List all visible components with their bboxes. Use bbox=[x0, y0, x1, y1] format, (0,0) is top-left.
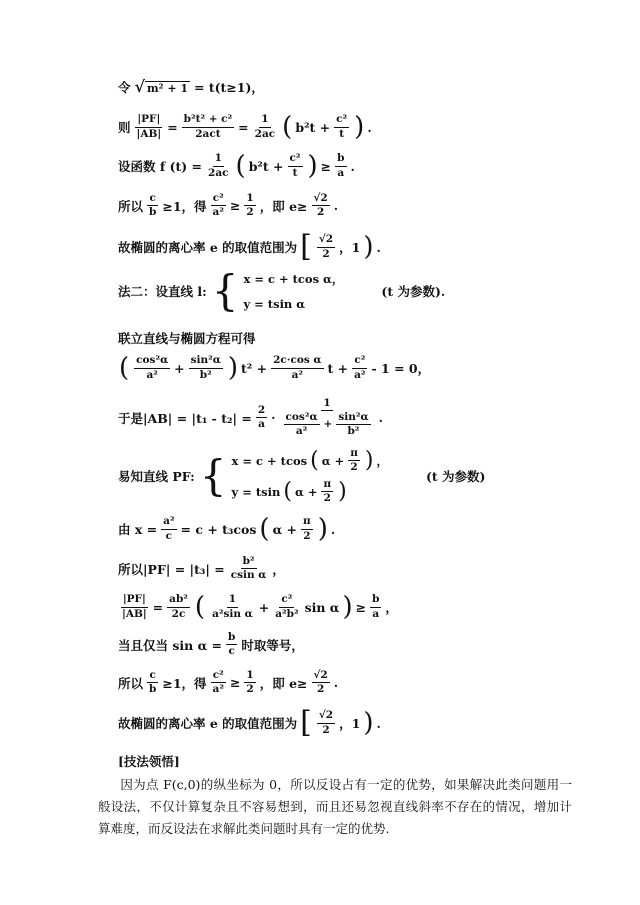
numerator: c² bbox=[288, 153, 303, 166]
numerator: 1 bbox=[259, 114, 270, 127]
denominator: b² bbox=[199, 368, 212, 381]
numerator: √2 bbox=[312, 670, 330, 683]
text: 联立直线与椭圆方程可得 bbox=[118, 331, 256, 346]
numerator: √2 bbox=[317, 234, 335, 247]
numerator: c² bbox=[211, 670, 226, 683]
text: ，即 e≥ bbox=[259, 675, 308, 691]
right-paren: ) bbox=[227, 353, 239, 383]
text: ≥ bbox=[355, 599, 367, 615]
numerator: b bbox=[226, 632, 237, 645]
range-result-1 bbox=[118, 229, 381, 264]
text: 于是|AB| = |t₁ - t₂| = bbox=[118, 410, 252, 426]
text: (t 为参数). bbox=[381, 284, 446, 299]
text: α + bbox=[294, 484, 318, 499]
denominator: b bbox=[149, 683, 157, 696]
numerator: b² bbox=[241, 556, 257, 569]
equation-conclusion-2 bbox=[118, 670, 338, 695]
denominator: 2 bbox=[323, 492, 331, 505]
radicand: m² + 1 bbox=[147, 82, 189, 95]
text: b²t + bbox=[248, 158, 284, 174]
fraction bbox=[135, 114, 164, 139]
equation-system bbox=[232, 448, 388, 504]
right-paren: ) bbox=[364, 447, 374, 473]
fraction bbox=[321, 479, 333, 504]
fraction bbox=[244, 193, 255, 218]
fraction bbox=[352, 355, 367, 380]
text: 则 bbox=[118, 120, 131, 135]
text: 设函数 f (t) = bbox=[118, 159, 203, 174]
denominator bbox=[280, 411, 375, 437]
equation-conclusion-1 bbox=[118, 193, 338, 218]
numerator: b bbox=[335, 153, 346, 166]
denominator: 2 bbox=[303, 529, 311, 542]
equality-condition bbox=[118, 632, 304, 657]
left-paren: ( bbox=[194, 592, 206, 622]
numerator: c² bbox=[279, 594, 294, 607]
text: ， bbox=[376, 453, 389, 468]
system-row bbox=[232, 479, 388, 504]
left-brace: { bbox=[211, 266, 239, 315]
text: y = tsin α bbox=[243, 297, 306, 311]
text: 易知直线 PF: bbox=[118, 469, 195, 485]
section-title: [技法领悟] bbox=[118, 754, 180, 769]
denominator: b² bbox=[347, 425, 360, 438]
denominator: csin α bbox=[230, 569, 267, 582]
denominator: |AB| bbox=[122, 607, 147, 620]
equation-ratio-2 bbox=[118, 594, 398, 620]
text: ≥ bbox=[320, 158, 332, 174]
text: 所以 bbox=[118, 675, 144, 691]
fraction bbox=[120, 594, 149, 619]
numerator: ab² bbox=[167, 594, 190, 607]
text: . bbox=[333, 675, 339, 691]
denominator: 2 bbox=[316, 206, 325, 219]
equation-ratio bbox=[118, 114, 372, 140]
denominator: t bbox=[339, 127, 345, 140]
denominator: a² bbox=[354, 368, 366, 381]
text: 故椭圆的离心率 e 的取值范围为 bbox=[118, 716, 298, 731]
text: + bbox=[323, 418, 333, 431]
text: y = tsin bbox=[231, 484, 281, 499]
text: ，即 e≥ bbox=[259, 198, 308, 214]
fraction bbox=[189, 355, 223, 380]
denominator: 2ac bbox=[208, 166, 229, 179]
text: ， bbox=[272, 561, 285, 577]
text: 由 x = bbox=[118, 522, 158, 537]
right-paren: ) bbox=[317, 514, 328, 544]
denominator: a² bbox=[291, 368, 303, 381]
range-result-2 bbox=[118, 705, 381, 740]
fraction bbox=[348, 448, 360, 473]
numerator: a² bbox=[161, 516, 176, 529]
text: 当且仅当 sin α = bbox=[118, 637, 223, 653]
text: + bbox=[258, 599, 270, 615]
text: 故椭圆的离心率 e 的取值范围为 bbox=[118, 240, 298, 255]
fraction bbox=[211, 193, 226, 218]
numerator: sin²α bbox=[336, 412, 370, 425]
text: 法二：设直线 l: bbox=[118, 284, 207, 299]
system-row bbox=[243, 297, 343, 311]
text: ≥1，得 bbox=[162, 198, 207, 214]
numerator: 1 bbox=[244, 670, 255, 683]
numerator: c² bbox=[352, 355, 367, 368]
text: α + bbox=[321, 453, 345, 468]
denominator: a²b² bbox=[275, 607, 299, 620]
text: . bbox=[376, 715, 381, 731]
denominator: |AB| bbox=[136, 127, 162, 140]
numerator: 1 bbox=[321, 398, 332, 411]
line-pf-param bbox=[118, 448, 485, 504]
text: = bbox=[152, 599, 164, 615]
text: ， bbox=[385, 600, 398, 615]
equation-ab-length bbox=[118, 398, 383, 437]
fraction bbox=[167, 594, 190, 619]
numerator: c bbox=[147, 670, 157, 683]
numerator: √2 bbox=[317, 710, 335, 723]
fraction bbox=[335, 153, 346, 178]
denominator: a² bbox=[146, 368, 158, 381]
fraction bbox=[256, 405, 267, 430]
numerator: 1 bbox=[244, 193, 255, 206]
equation-function bbox=[118, 153, 355, 179]
denominator: a² bbox=[212, 683, 224, 696]
text: . bbox=[350, 158, 355, 174]
paragraph-text: 因为点 F(c,0)的纵坐标为 0，所以反设占有一定的优势，如果解决此类问题用一般设法，不仅计算复杂且不容易想到，而且还易忽视直线斜率不存在的情况，增加计算难度，而反设法在求解此类问题时具有一定的优势. bbox=[98, 777, 572, 836]
left-paren: ( bbox=[235, 151, 246, 181]
denominator: 2 bbox=[246, 683, 254, 696]
denominator: 2 bbox=[316, 683, 325, 696]
left-paren: ( bbox=[283, 478, 292, 504]
fraction bbox=[206, 153, 231, 178]
fraction bbox=[226, 632, 237, 657]
numerator: sin²α bbox=[189, 355, 223, 368]
text: = c + t₃cos bbox=[180, 521, 257, 537]
fraction bbox=[334, 114, 349, 139]
fraction bbox=[161, 516, 176, 541]
method-two-line-param bbox=[118, 266, 446, 315]
denominator: 2 bbox=[246, 206, 254, 219]
denominator: c bbox=[165, 529, 173, 542]
numerator: |PF| bbox=[121, 594, 148, 607]
text: x = c + tcos α， bbox=[243, 272, 344, 286]
right-paren: ) bbox=[338, 478, 347, 504]
denominator: 2 bbox=[350, 461, 358, 474]
numerator: cos²α bbox=[134, 355, 170, 368]
text: . bbox=[376, 239, 381, 255]
equation-system bbox=[243, 271, 343, 311]
text: t² + bbox=[241, 360, 268, 376]
numerator: π bbox=[301, 516, 313, 529]
denominator: b bbox=[149, 206, 157, 219]
denominator: c bbox=[228, 645, 235, 658]
fraction bbox=[134, 355, 170, 380]
denominator: a² bbox=[212, 206, 224, 219]
equation-pf-length bbox=[118, 556, 285, 581]
equation-x-directrix bbox=[118, 516, 335, 542]
fraction bbox=[271, 355, 323, 380]
fraction bbox=[147, 193, 158, 218]
radical-sign: √ bbox=[134, 77, 146, 96]
text: · bbox=[271, 410, 276, 426]
numerator: π bbox=[348, 448, 360, 461]
fraction bbox=[182, 114, 235, 139]
denominator: t bbox=[292, 166, 298, 179]
text: . bbox=[367, 119, 372, 135]
right-paren: ) bbox=[363, 232, 374, 262]
text: (t 为参数) bbox=[426, 469, 486, 485]
numerator: π bbox=[321, 479, 333, 492]
fraction bbox=[273, 594, 300, 619]
text: α + bbox=[272, 521, 298, 537]
system-row bbox=[232, 448, 388, 473]
text: . bbox=[333, 198, 339, 214]
system-row bbox=[243, 271, 343, 287]
denominator: 2 bbox=[322, 723, 330, 736]
fraction bbox=[317, 234, 335, 259]
numerator: c bbox=[147, 193, 157, 206]
text: ≥1，得 bbox=[162, 675, 207, 691]
fraction bbox=[317, 710, 335, 735]
fraction bbox=[229, 556, 269, 581]
denominator: a²sin α bbox=[212, 607, 253, 620]
numerator: b bbox=[370, 594, 381, 607]
text: - 1 = 0， bbox=[371, 361, 431, 376]
left-bracket: [ bbox=[300, 229, 312, 264]
text: t + bbox=[327, 360, 349, 376]
text: ，1 bbox=[339, 716, 361, 731]
numerator: c² bbox=[211, 193, 226, 206]
right-paren: ) bbox=[307, 151, 318, 181]
summary-paragraph bbox=[98, 774, 572, 840]
text: b²t + bbox=[295, 119, 331, 135]
denominator: 2ac bbox=[254, 127, 276, 140]
fraction bbox=[336, 412, 370, 437]
numerator: √2 bbox=[312, 193, 330, 206]
denominator: a bbox=[372, 607, 380, 620]
numerator: c² bbox=[334, 114, 349, 127]
fraction bbox=[244, 670, 255, 695]
text-combine bbox=[118, 329, 256, 347]
equation-substitution bbox=[118, 78, 264, 96]
fraction bbox=[370, 594, 381, 619]
numerator: 1 bbox=[213, 153, 224, 166]
fraction bbox=[210, 594, 255, 619]
text: 时取等号， bbox=[241, 637, 304, 653]
text: 令 bbox=[118, 80, 131, 95]
text: = t(t≥1)， bbox=[194, 80, 264, 95]
sqrt-expression bbox=[135, 79, 191, 95]
left-brace: { bbox=[199, 451, 227, 501]
text: ≥ bbox=[229, 675, 241, 691]
denominator: 2act bbox=[195, 127, 221, 140]
text: x = c + tcos bbox=[231, 453, 308, 468]
text: sin α bbox=[304, 599, 340, 615]
text: . bbox=[330, 521, 336, 537]
numerator: cos²α bbox=[284, 412, 320, 425]
numerator: 2c·cos α bbox=[271, 355, 323, 368]
text: ，1 bbox=[339, 240, 361, 255]
text: = bbox=[167, 119, 178, 135]
denominator: 2c bbox=[171, 607, 186, 620]
right-paren: ) bbox=[363, 708, 374, 738]
right-paren: ) bbox=[354, 112, 365, 142]
left-paren: ( bbox=[259, 514, 270, 544]
left-paren: ( bbox=[282, 112, 293, 142]
text: 所以|PF| = |t₃| = bbox=[118, 561, 225, 577]
text: ≥ bbox=[229, 198, 241, 214]
fraction bbox=[312, 670, 330, 695]
left-paren: ( bbox=[119, 353, 130, 383]
text: . bbox=[378, 410, 383, 426]
denominator: 2 bbox=[322, 247, 330, 260]
numerator: |PF| bbox=[135, 114, 162, 127]
text: = bbox=[238, 119, 249, 135]
fraction bbox=[253, 114, 278, 139]
fraction bbox=[312, 193, 330, 218]
text: + bbox=[174, 360, 185, 376]
denominator: a² bbox=[295, 425, 308, 438]
equation-quadratic bbox=[118, 355, 430, 381]
fraction bbox=[211, 670, 226, 695]
left-bracket: [ bbox=[300, 705, 312, 740]
numerator: b²t² + c² bbox=[182, 114, 235, 127]
numerator: 2 bbox=[256, 405, 267, 418]
right-paren: ) bbox=[342, 592, 353, 622]
denominator: a bbox=[258, 418, 265, 431]
left-paren: ( bbox=[310, 447, 319, 473]
denominator: a bbox=[337, 166, 345, 179]
fraction bbox=[288, 153, 303, 178]
fraction bbox=[301, 516, 313, 541]
text: 所以 bbox=[118, 198, 144, 214]
compound-fraction bbox=[280, 398, 375, 437]
fraction bbox=[147, 670, 158, 695]
fraction bbox=[284, 412, 320, 437]
numerator: 1 bbox=[227, 594, 238, 607]
